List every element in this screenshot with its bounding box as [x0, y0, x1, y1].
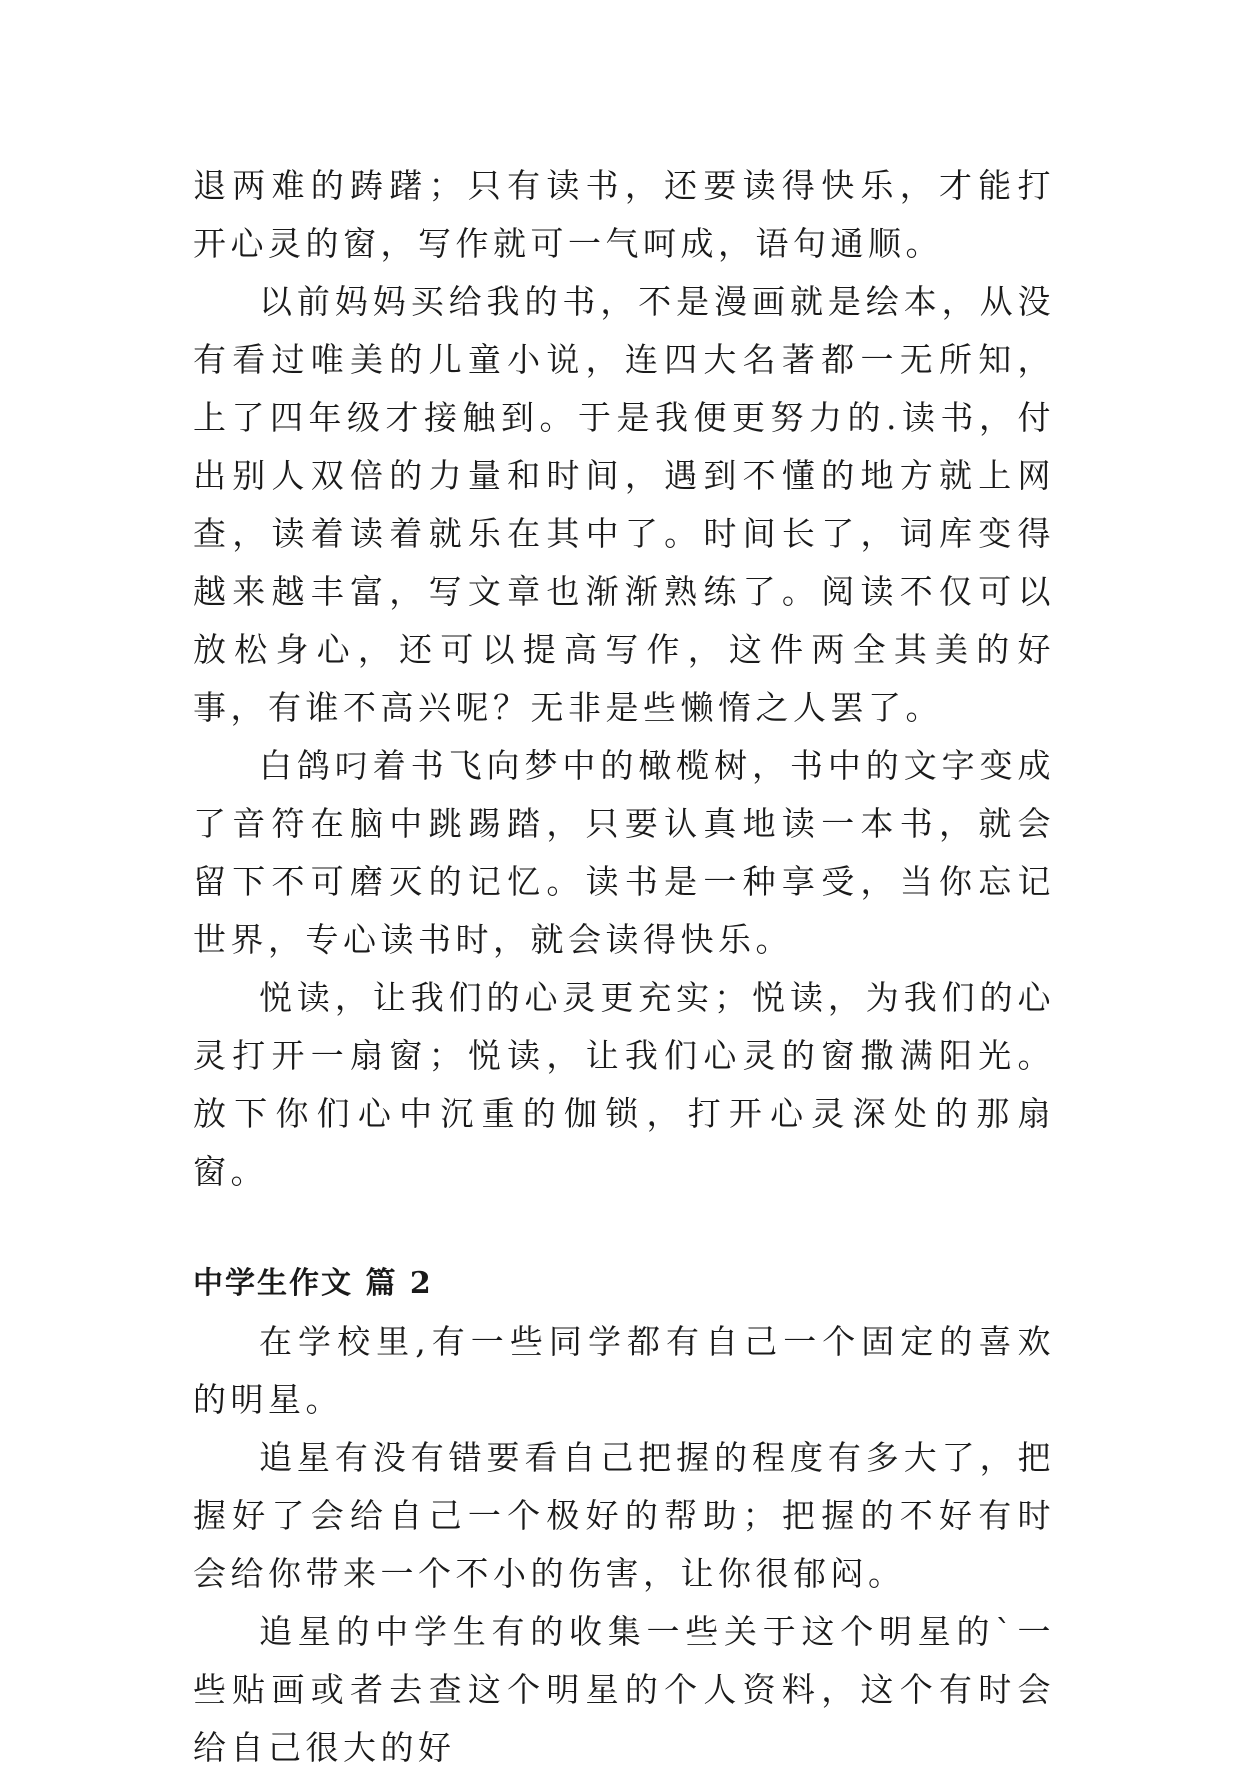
paragraph: 白鸽叼着书飞向梦中的橄榄树，书中的文字变成了音符在脑中跳踢踏，只要认真地读一本书，就会留下不可磨灭的记忆。读书是一种享受，当你忘记世界，专心读书时，就会读得快乐。 — [193, 746, 1055, 959]
paragraph: 悦读，让我们的心灵更充实；悦读，为我们的心灵打开一扇窗；悦读，让我们心灵的窗撒满阳光。放下你们心中沉重的伽锁，打开心灵深处的那扇窗。 — [193, 978, 1055, 1191]
section-title: 中学生作文 篇 2 — [193, 1266, 433, 1301]
paragraph: 在学校里,有一些同学都有自己一个固定的喜欢的明星。 — [193, 1322, 1055, 1419]
paragraph: 追星的中学生有的收集一些关于这个明星的`一些贴画或者去查这个明星的个人资料，这个有时会给自己很大的好 — [193, 1612, 1055, 1767]
paragraph: 追星有没有错要看自己把握的程度有多大了，把握好了会给自己一个极好的帮助；把握的不好有时会给你带来一个不小的伤害，让你很郁闷。 — [193, 1438, 1055, 1593]
paragraph: 以前妈妈买给我的书，不是漫画就是绘本，从没有看过唯美的儿童小说，连四大名著都一无所知，上了四年级才接触到。于是我便更努力的.读书，付出别人双倍的力量和时间，遇到不懂的地方就上网查，读着读着就乐在其中了。时间长了，词库变得越来越丰富，写文章也渐渐熟练了。阅读不仅可以放松身心，还可以提高写作，这件两全其美的好事，有谁不高兴呢？无非是些懒惰之人罢了。 — [193, 282, 1055, 727]
document-page — [193, 157, 1055, 1777]
paragraph: 退两难的踌躇；只有读书，还要读得快乐，才能打开心灵的窗，写作就可一气呵成，语句通顺。 — [193, 166, 1055, 263]
